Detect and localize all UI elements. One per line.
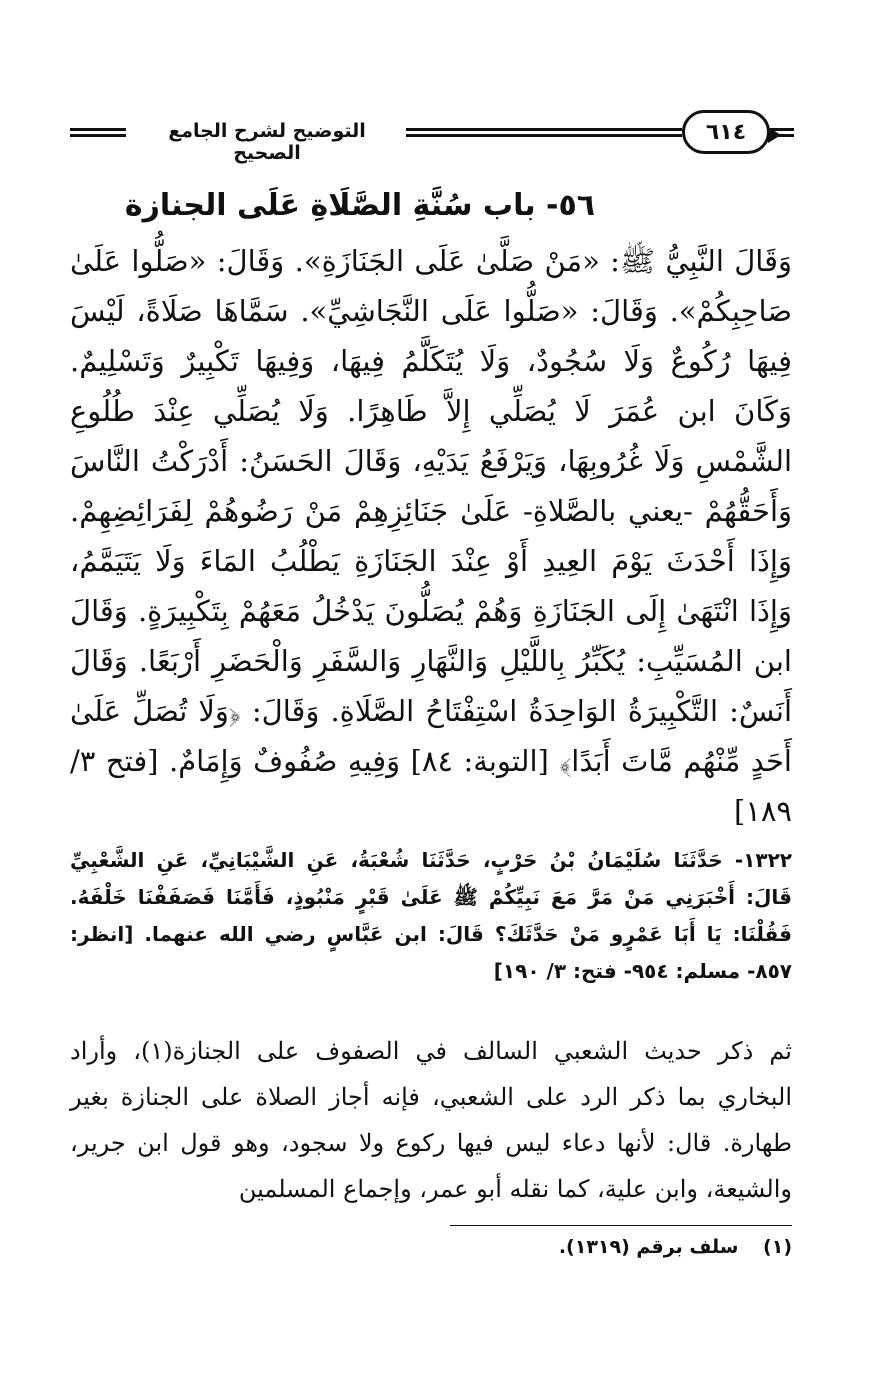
commentary-paragraph: ثم ذكر حديث الشعبي السالف في الصفوف على الجنازة(١)، وأراد البخاري بما ذكر الرد على الشعبي، فإنه أجاز الصلاة على الجنازة بغير طهارة. قال: لأنها دعاء ليس فيها ركوع ولا سجود، وهو قول ابن جرير، والشيعة، وابن علية، كما نقله أبو عمر، وإجماع المسلمين — [70, 1037, 793, 1203]
footnote-divider — [450, 1225, 792, 1226]
header-rule-right — [770, 128, 794, 137]
main-text-block — [70, 236, 792, 836]
running-title: التوضيح لشرح الجامع الصحيح — [168, 120, 366, 164]
page-number: ٦١٤ — [682, 110, 770, 154]
page-header — [70, 108, 794, 164]
commentary-block — [70, 1028, 792, 1212]
hadith-paragraph: ١٣٢٢- حَدَّثَنَا سُلَيْمَانُ بْنُ حَرْبٍ، حَدَّثَنَا شُعْبَةُ، عَنِ الشَّيْبَانِيِّ، عَنِ الشَّعْبِيِّ قَالَ: أَخْبَرَنِي مَنْ مَرَّ مَعَ نَبِيِّكُمْ ﷺ عَلَىٰ قَبْرٍ مَنْبُوذٍ، فَأَمَّنَا فَصَفَفْنَا خَلْفَهُ. فَقُلْنَا: يَا أَبَا عَمْرٍو مَنْ حَدَّثَكَ؟ قَالَ: ابن عَبَّاسٍ رضي الله عنهما. [انظر: ٨٥٧- مسلم: ٩٥٤- فتح: ٣/ ١٩٠] — [70, 848, 792, 983]
main-paragraph: وَقَالَ النَّبِيُّ ﷺ: «مَنْ صَلَّىٰ عَلَى الجَنَازَةِ». وَقَالَ: «صَلُّوا عَلَىٰ صَاحِبِكُمْ». وَقَالَ: «صَلُّوا عَلَى النَّجَاشِيِّ». سَمَّاهَا صَلَاةً، لَيْسَ فِيهَا رُكُوعٌ وَلَا سُجُودٌ، وَلَا يُتَكَلَّمُ فِيهَا، وَفِيهَا تَكْبِيرٌ وَتَسْلِيمٌ. وَكَانَ ابن عُمَرَ لَا يُصَلِّي إِلاَّ طَاهِرًا. وَلَا يُصَلِّي عِنْدَ طُلُوعِ الشَّمْسِ وَلَا غُرُوبِهَا، وَيَرْفَعُ يَدَيْهِ، وَقَالَ الحَسَنُ: أَدْرَكْتُ النَّاسَ وَأَحَقُّهُمْ -يعني بالصَّلاةِ- عَلَىٰ جَنَائِزِهِمْ مَنْ رَضُوهُمْ لِفَرَائِضِهِمْ. وَإِذَا أَحْدَثَ يَوْمَ العِيدِ أَوْ عِنْدَ الجَنَازَةِ يَطْلُبُ المَاءَ وَلَا يَتَيَمَّمُ، وَإِذَا انْتَهَىٰ إِلَى الجَنَازَةِ وَهُمْ يُصَلُّونَ يَدْخُلُ مَعَهُمْ بِتَكْبِيرَةٍ. وَقَالَ ابن المُسَيِّبِ: يُكَبِّرُ بِاللَّيْلِ وَالنَّهَارِ وَالسَّفَرِ وَالْحَضَرِ أَرْبَعًا. وَقَالَ أَنَسٌ: التَّكْبِيرَةُ الوَاحِدَةُ اسْتِفْتَاحُ الصَّلَاةِ. وَقَالَ: ﴿وَلَا تُصَلِّ عَلَىٰ أَحَدٍ مِّنْهُم مَّاتَ أَبَدًا﴾ [التوبة: ٨٤] وَفِيهِ صُفُوفٌ وَإِمَامٌ. [فتح ٣/ ١٨٩] — [70, 244, 792, 828]
footnote — [400, 1236, 792, 1258]
header-rule-left — [70, 128, 126, 137]
header-rule-middle — [406, 128, 682, 137]
footnote-number: (١) — [763, 1236, 792, 1258]
chapter-title: ٥٦- باب سُنَّةِ الصَّلَاةِ عَلَى الجنازة — [124, 188, 596, 223]
footnote-text: سلف برقم (١٣١٩). — [558, 1236, 739, 1258]
hadith-block — [70, 842, 792, 990]
